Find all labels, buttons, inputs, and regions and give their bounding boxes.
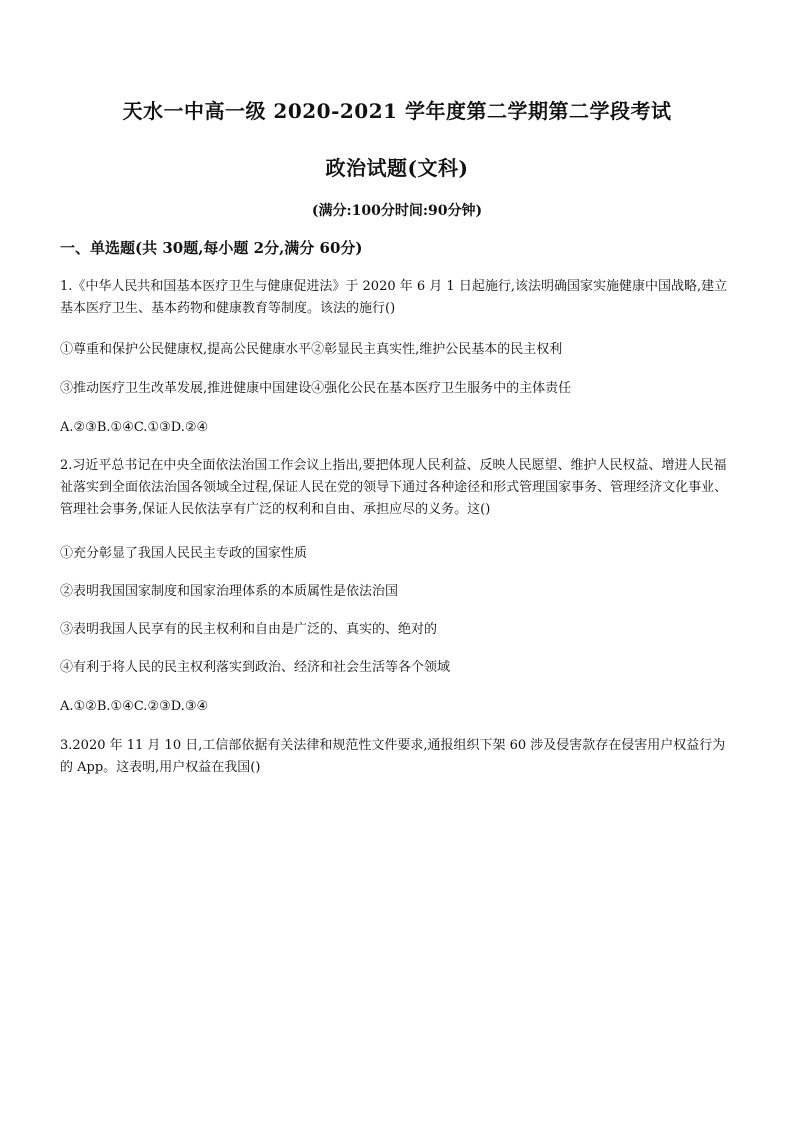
question-2-statement-4: ④有利于将人民的民主权利落实到政治、经济和社会生活等各个领域 <box>60 660 451 675</box>
question-2-options: A.①②B.①④C.②③D.③④ <box>60 699 209 714</box>
question-2-statement-3: ③表明我国人民享有的民主权利和自由是广泛的、真实的、绝对的 <box>60 622 438 637</box>
question-2-statement-1: ①充分彰显了我国人民民主专政的国家性质 <box>60 546 308 561</box>
question-1-options: A.②③B.①④C.①③D.②④ <box>60 420 209 435</box>
question-1-statement-2: ③推动医疗卫生改革发展,推进健康中国建设④强化公民在基本医疗卫生服务中的主体责任 <box>60 381 572 396</box>
exam-subtitle: 政治试题(文科) <box>325 156 469 180</box>
question-1-statement-1: ①尊重和保护公民健康权,提高公民健康水平②彰显民主真实性,维护公民基本的民主权利 <box>60 342 563 357</box>
section-heading: 一、单选题(共 30题,每小题 2分,满分 60分) <box>60 239 363 257</box>
exam-title: 天水一中高一级 2020-2021 学年度第二学期第二学段考试 <box>122 99 672 123</box>
question-3-stem: 3.2020 年 11 月 10 日,工信部依据有关法律和规范性文件要求,通报组织下架 60 涉及侵害款存在侵害用户权益行为的 App。这表明,用户权益在我国() <box>60 738 726 775</box>
question-1-stem: 1.《中华人民共和国基本医疗卫生与健康促进法》于 2020 年 6 月 1 日起施行,该法明确国家实施健康中国战略,建立基本医疗卫生、基本药物和健康教育等制度。该法的施行() <box>60 279 728 316</box>
question-2-statement-2: ②表明我国国家制度和国家治理体系的本质属性是依法治国 <box>60 584 399 599</box>
exam-meta: (满分:100分时间:90分钟) <box>311 203 483 219</box>
question-2-stem: 2.习近平总书记在中央全面依法治国工作会议上指出,要把体现人民利益、反映人民愿望、维护人民权益、增进人民福祉落实到全面依法治国各领域全过程,保证人民在党的领导下通过各种途径和形式管理国家事务、管理经济文化事业、管理社会事务,保证人民依法享有广泛的权利和自由、承担应尽的义务。这() <box>60 458 728 517</box>
